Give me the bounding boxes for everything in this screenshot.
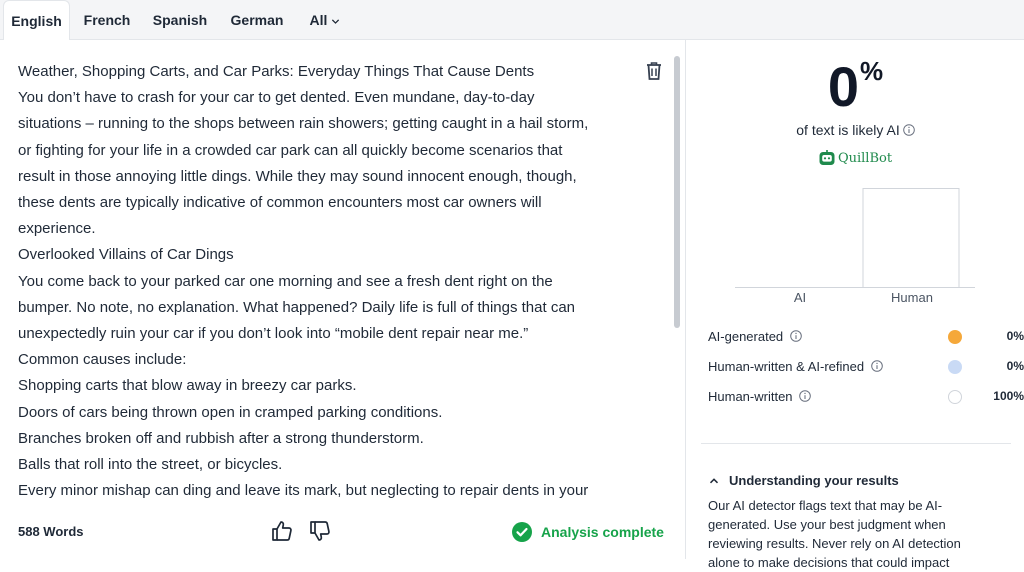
legend-human-written bbox=[708, 387, 1024, 407]
tab-all-label: All bbox=[309, 12, 328, 28]
understanding-results-toggle[interactable] bbox=[709, 473, 899, 488]
info-icon[interactable] bbox=[799, 390, 811, 402]
text-line: Doors of cars being thrown open in cramped parking conditions. bbox=[18, 403, 443, 421]
legend-label bbox=[708, 329, 802, 344]
text-line: situations – running to the shops between rain showers; getting caught in a hail storm, bbox=[18, 115, 589, 133]
info-icon[interactable] bbox=[903, 124, 915, 136]
chart-x-label-ai: AI bbox=[793, 290, 807, 305]
legend-dot-white bbox=[948, 390, 962, 404]
results-pane bbox=[687, 40, 1024, 570]
legend-label-text: Human-written & AI-refined bbox=[708, 359, 865, 374]
thumbs-up-icon[interactable] bbox=[270, 519, 294, 543]
text-line: these dents are typically indicative of common encounters most car owners will bbox=[18, 194, 542, 212]
analysis-status-text: Analysis complete bbox=[541, 524, 664, 540]
legend-value: 0% bbox=[1006, 329, 1024, 343]
chevron-up-icon bbox=[709, 476, 719, 486]
editor-footer bbox=[2, 510, 686, 554]
quillbot-logo bbox=[687, 150, 1024, 166]
legend-value: 0% bbox=[1006, 359, 1024, 373]
legend-label-text: Human-written bbox=[708, 389, 793, 404]
text-line: or fighting for your life in a crowded car park can all quickly become scenarios that bbox=[18, 141, 563, 159]
text-line: unexpectedly ruin your car if you don’t look into “mobile dent repair near me.” bbox=[18, 325, 529, 343]
thumbs-down-icon[interactable] bbox=[308, 519, 332, 543]
legend-label-text: AI-generated bbox=[708, 329, 784, 344]
text-line: Weather, Shopping Carts, and Car Parks: Everyday Things That Cause Dents bbox=[18, 63, 535, 80]
text-line: experience. bbox=[18, 220, 96, 238]
check-circle-icon bbox=[512, 522, 532, 542]
text-editor-pane bbox=[2, 40, 686, 559]
tab-german[interactable]: German bbox=[230, 12, 284, 28]
quillbot-robot-icon bbox=[819, 150, 835, 166]
text-line: Shopping carts that blow away in breezy car parks. bbox=[18, 377, 357, 395]
text-line: Balls that roll into the street, or bicycles. bbox=[18, 456, 283, 474]
legend-label bbox=[708, 389, 811, 404]
scrollbar[interactable] bbox=[674, 56, 680, 496]
legend-human-ai-refined bbox=[708, 357, 1024, 377]
tab-spanish[interactable]: Spanish bbox=[152, 12, 208, 28]
text-line: Overlooked Villains of Car Dings bbox=[18, 246, 234, 264]
legend-dot-blue bbox=[948, 360, 962, 374]
understanding-body: Our AI detector flags text that may be AI-generated. Use your best judgment when reviewing results. Never rely on AI detection alone to make decisions that could impact bbox=[708, 498, 961, 570]
ai-score bbox=[687, 54, 1024, 119]
text-line: Common causes include: bbox=[18, 351, 187, 369]
understanding-title: Understanding your results bbox=[729, 473, 899, 488]
legend-dot-orange bbox=[948, 330, 962, 344]
brand-name: QuillBot bbox=[837, 150, 893, 166]
scrollbar-thumb[interactable] bbox=[674, 56, 680, 328]
language-tab-bar bbox=[0, 0, 1024, 40]
analysis-status bbox=[512, 521, 664, 543]
input-text-area[interactable] bbox=[18, 59, 648, 501]
score-caption bbox=[687, 122, 1024, 138]
info-icon[interactable] bbox=[871, 360, 883, 372]
text-line: bumper. No note, no explanation. What happened? Daily life is full of things that can bbox=[18, 298, 576, 316]
info-icon[interactable] bbox=[790, 330, 802, 342]
score-caption-text: of text is likely AI bbox=[796, 122, 900, 138]
tab-all-dropdown[interactable] bbox=[302, 0, 348, 40]
ai-score-value: 0 bbox=[827, 55, 859, 118]
chart-x-label-human: Human bbox=[891, 290, 933, 305]
text-line: result in those annoying little dings. While they may sound innocent enough, though, bbox=[18, 167, 577, 185]
text-line: You come back to your parked car one morning and see a fresh dent right on the bbox=[18, 272, 553, 290]
text-line: Every minor mishap can ding and leave its mark, but neglecting to repair dents in your bbox=[18, 482, 589, 500]
chevron-down-icon bbox=[331, 17, 340, 26]
tab-english[interactable]: English bbox=[3, 0, 70, 41]
word-count: 588 Words bbox=[18, 524, 84, 539]
legend-label bbox=[708, 359, 883, 374]
trash-icon[interactable] bbox=[644, 60, 664, 82]
legend-ai-generated bbox=[708, 327, 1024, 347]
text-line: You don’t have to crash for your car to get dented. Even mundane, day-to-day bbox=[18, 89, 535, 107]
legend-value: 100% bbox=[993, 389, 1024, 403]
tab-french[interactable]: French bbox=[83, 12, 131, 28]
ai-score-unit: % bbox=[860, 56, 884, 86]
chart-bar-human bbox=[863, 189, 959, 288]
section-divider bbox=[701, 443, 1011, 444]
text-line: Branches broken off and rubbish after a strong thunderstorm. bbox=[18, 429, 424, 447]
